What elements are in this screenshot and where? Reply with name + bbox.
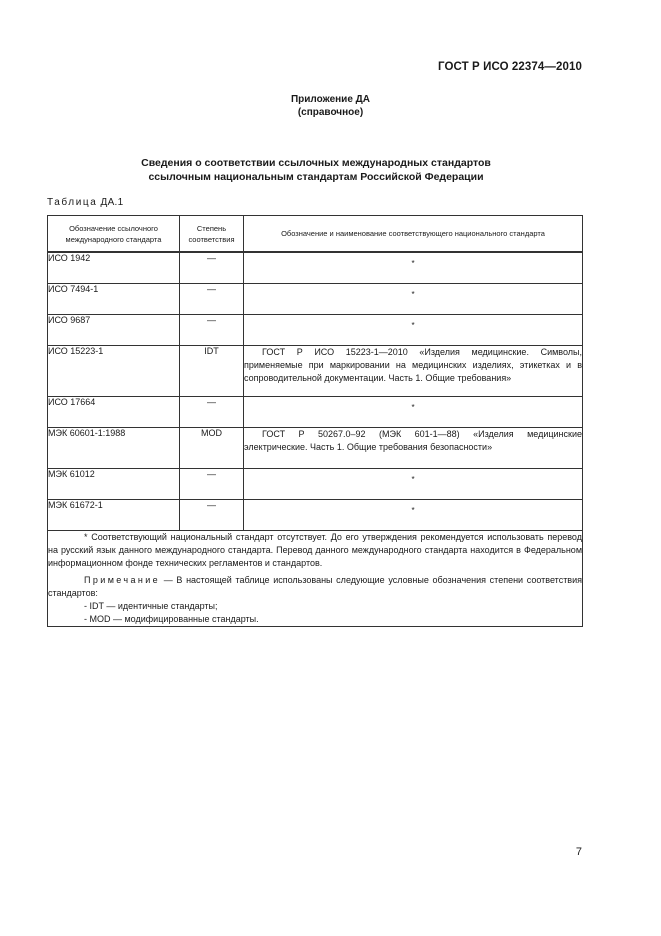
cell-degree: IDT [180, 346, 244, 397]
table-row [48, 284, 583, 315]
cell-standard: ГОСТ Р ИСО 15223-1—2010 «Изделия медицинские. Символы, применяемые при маркировании на медицинских изделиях, этикетках и в сопроводительной документации. Часть 1. Общие требования» [244, 346, 583, 397]
note-item-mod: - MOD — модифицированные стандарты. [84, 614, 259, 624]
cell-degree: MOD [180, 428, 244, 469]
table-note [48, 574, 582, 600]
header-col1-line1: Обозначение ссылочного [69, 223, 158, 233]
cell-standard: * [244, 397, 583, 428]
header-col1-line2: международного стандарта [65, 234, 162, 244]
table-caption-number: ДА.1 [100, 197, 124, 208]
table-row [48, 346, 583, 397]
note-label: Примечание [84, 575, 161, 585]
cell-degree: — [180, 315, 244, 346]
cell-degree: — [180, 397, 244, 428]
table-row [48, 469, 583, 500]
cell-standard: * [244, 284, 583, 315]
cell-degree: — [180, 469, 244, 500]
appendix-title: Приложение ДА [290, 94, 371, 105]
section-title-line2: ссылочным национальным стандартам Российской Федерации [148, 171, 484, 183]
appendix-subtitle: (справочное) [297, 107, 364, 118]
table-row [48, 500, 583, 531]
header-degree [180, 216, 244, 253]
header-col2-line1: Степень [196, 223, 227, 233]
table-notes-row [48, 531, 583, 627]
cell-degree: — [180, 284, 244, 315]
section-title-line1: Сведения о соответствии ссылочных международных стандартов [141, 157, 491, 169]
cell-code: МЭК 61012 [48, 469, 180, 500]
table-caption [47, 197, 124, 208]
table-caption-word: Таблица [47, 197, 98, 208]
cell-code: МЭК 60601-1:1988 [48, 428, 180, 469]
cell-code: ИСО 9687 [48, 315, 180, 346]
cell-degree: — [180, 500, 244, 531]
cell-standard: ГОСТ Р 50267.0–92 (МЭК 601-1—88) «Изделия медицинские электрические. Часть 1. Общие требования безопасности» [244, 428, 583, 469]
cell-standard: * [244, 469, 583, 500]
page-number: 7 [575, 846, 582, 858]
cell-code: ИСО 15223-1 [48, 346, 180, 397]
table-header-row [48, 216, 583, 253]
note-text: — В настоящей таблице использованы следующие условные обозначения степени соответствия стандартов: [48, 575, 582, 598]
table-row [48, 428, 583, 469]
correspondence-table [47, 215, 583, 627]
cell-standard: * [244, 252, 583, 284]
header-international-standard [48, 216, 180, 253]
cell-code: ИСО 7494-1 [48, 284, 180, 315]
header-national-standard: Обозначение и наименование соответствующего национального стандарта [244, 216, 583, 253]
table-footnote: * Соответствующий национальный стандарт отсутствует. До его утверждения рекомендуется использовать перевод на русский язык данного международного стандарта. Перевод данного международного стандарта находится в Федеральном информационном фонде технических регламентов и стандартов. [48, 532, 582, 568]
note-item-idt: - IDT — идентичные стандарты; [84, 601, 218, 611]
cell-degree: — [180, 252, 244, 284]
cell-code: МЭК 61672-1 [48, 500, 180, 531]
table-row [48, 315, 583, 346]
appendix-heading [0, 93, 661, 119]
cell-standard: * [244, 315, 583, 346]
document-header: ГОСТ Р ИСО 22374—2010 [437, 61, 582, 73]
table-notes-cell [48, 531, 583, 627]
header-col2-line2: соответствия [188, 234, 235, 244]
cell-code: ИСО 17664 [48, 397, 180, 428]
cell-standard: * [244, 500, 583, 531]
section-title [0, 156, 632, 184]
table-row [48, 397, 583, 428]
cell-code: ИСО 1942 [48, 252, 180, 284]
table-row [48, 252, 583, 284]
